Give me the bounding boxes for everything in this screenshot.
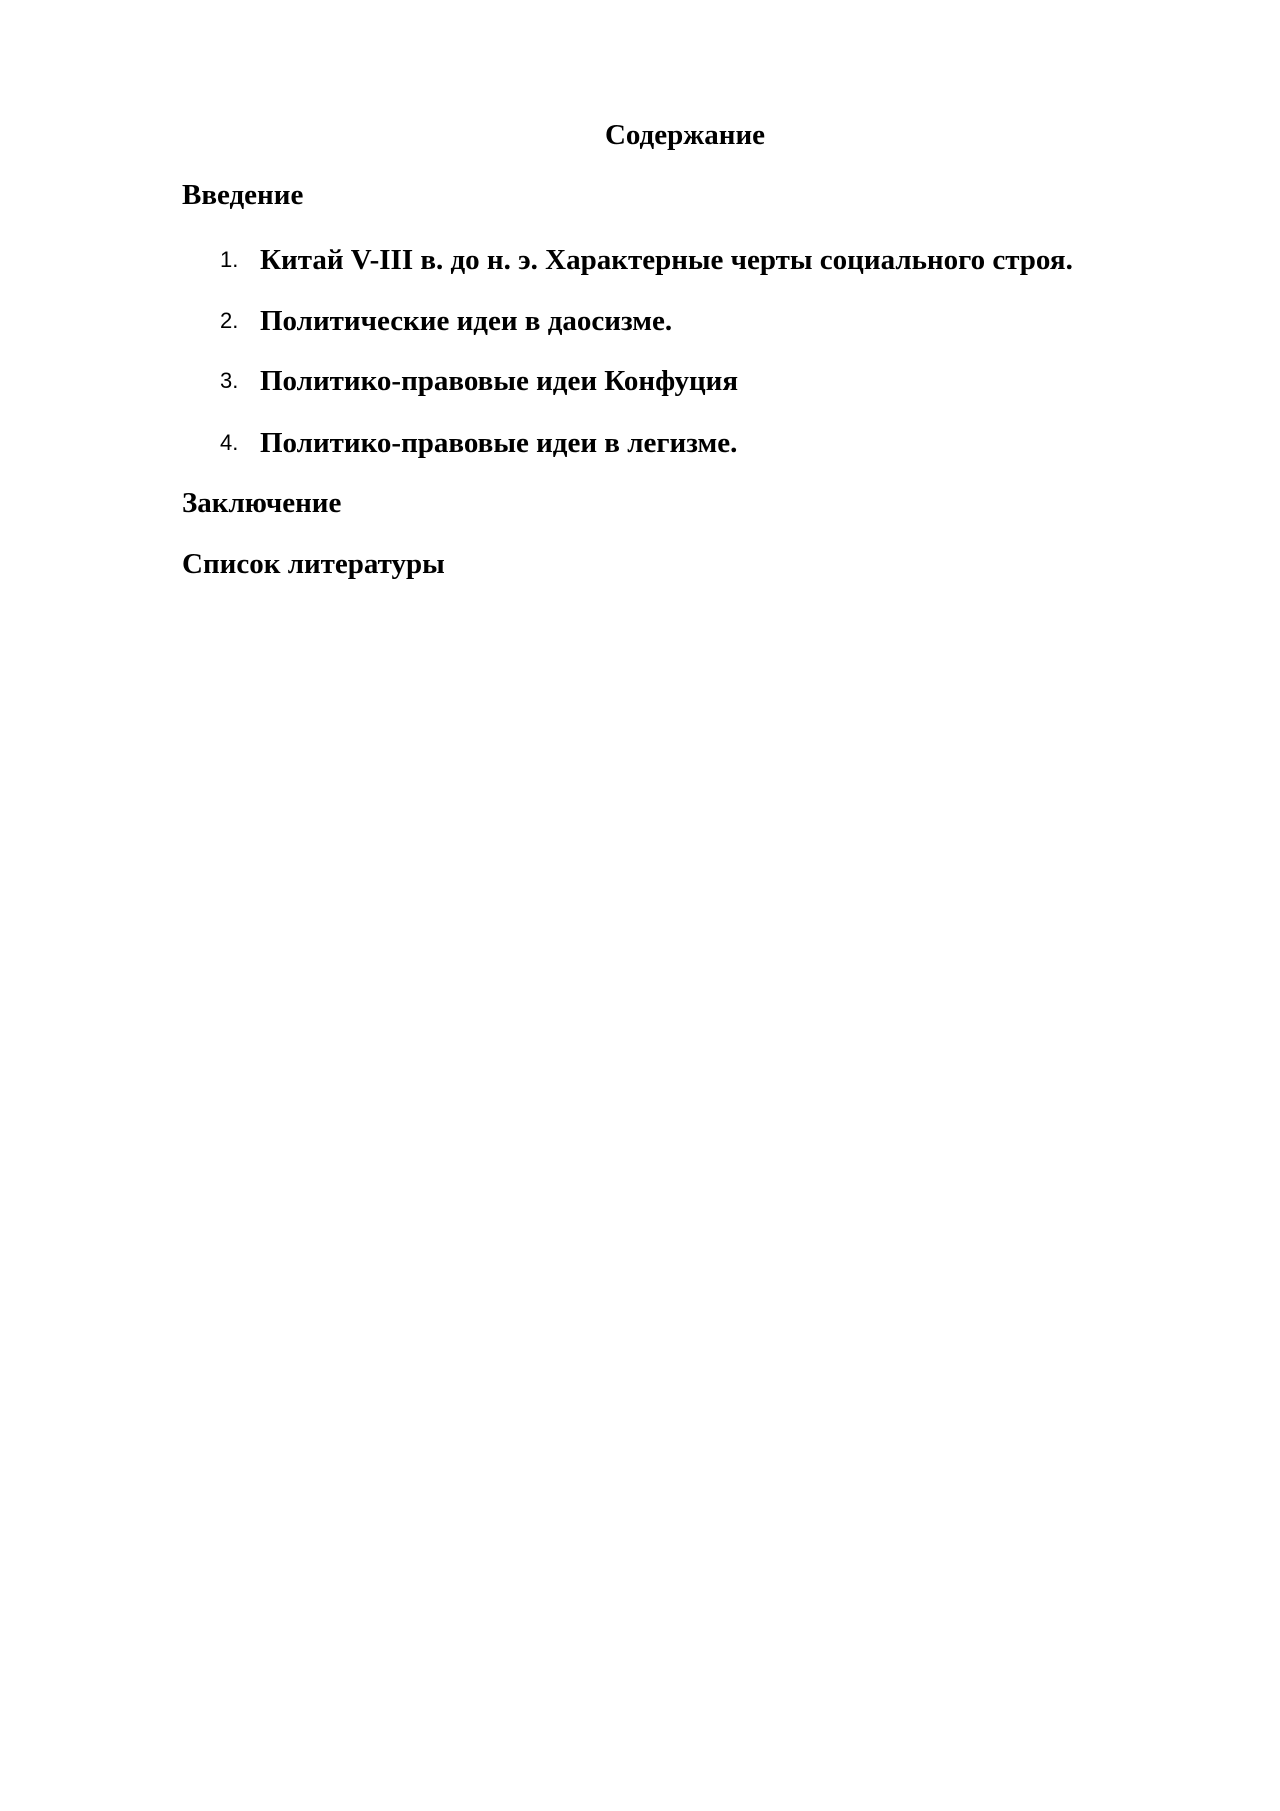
toc-item-number: 4. (220, 430, 239, 455)
toc-item-number: 3. (220, 368, 239, 393)
page-title: Содержание (604, 119, 766, 151)
toc-item-number: 2. (220, 308, 239, 333)
toc-introduction: Введение (182, 179, 304, 211)
toc-item-label: Политические идеи в даосизме. (260, 305, 673, 337)
toc-item-label: Политико-правовые идеи Конфуция (260, 365, 739, 397)
toc-item (0, 426, 1280, 466)
toc-item-label: Политико-правовые идеи в легизме. (260, 427, 738, 459)
toc-references: Список литературы (182, 548, 445, 580)
toc-item (0, 304, 1280, 344)
toc-item (0, 243, 1280, 283)
toc-item (0, 364, 1280, 404)
toc-item-number: 1. (220, 247, 239, 272)
toc-conclusion: Заключение (182, 487, 342, 519)
toc-item-label: Китай V-III в. до н. э. Характерные черты социального строя. (260, 244, 1073, 276)
